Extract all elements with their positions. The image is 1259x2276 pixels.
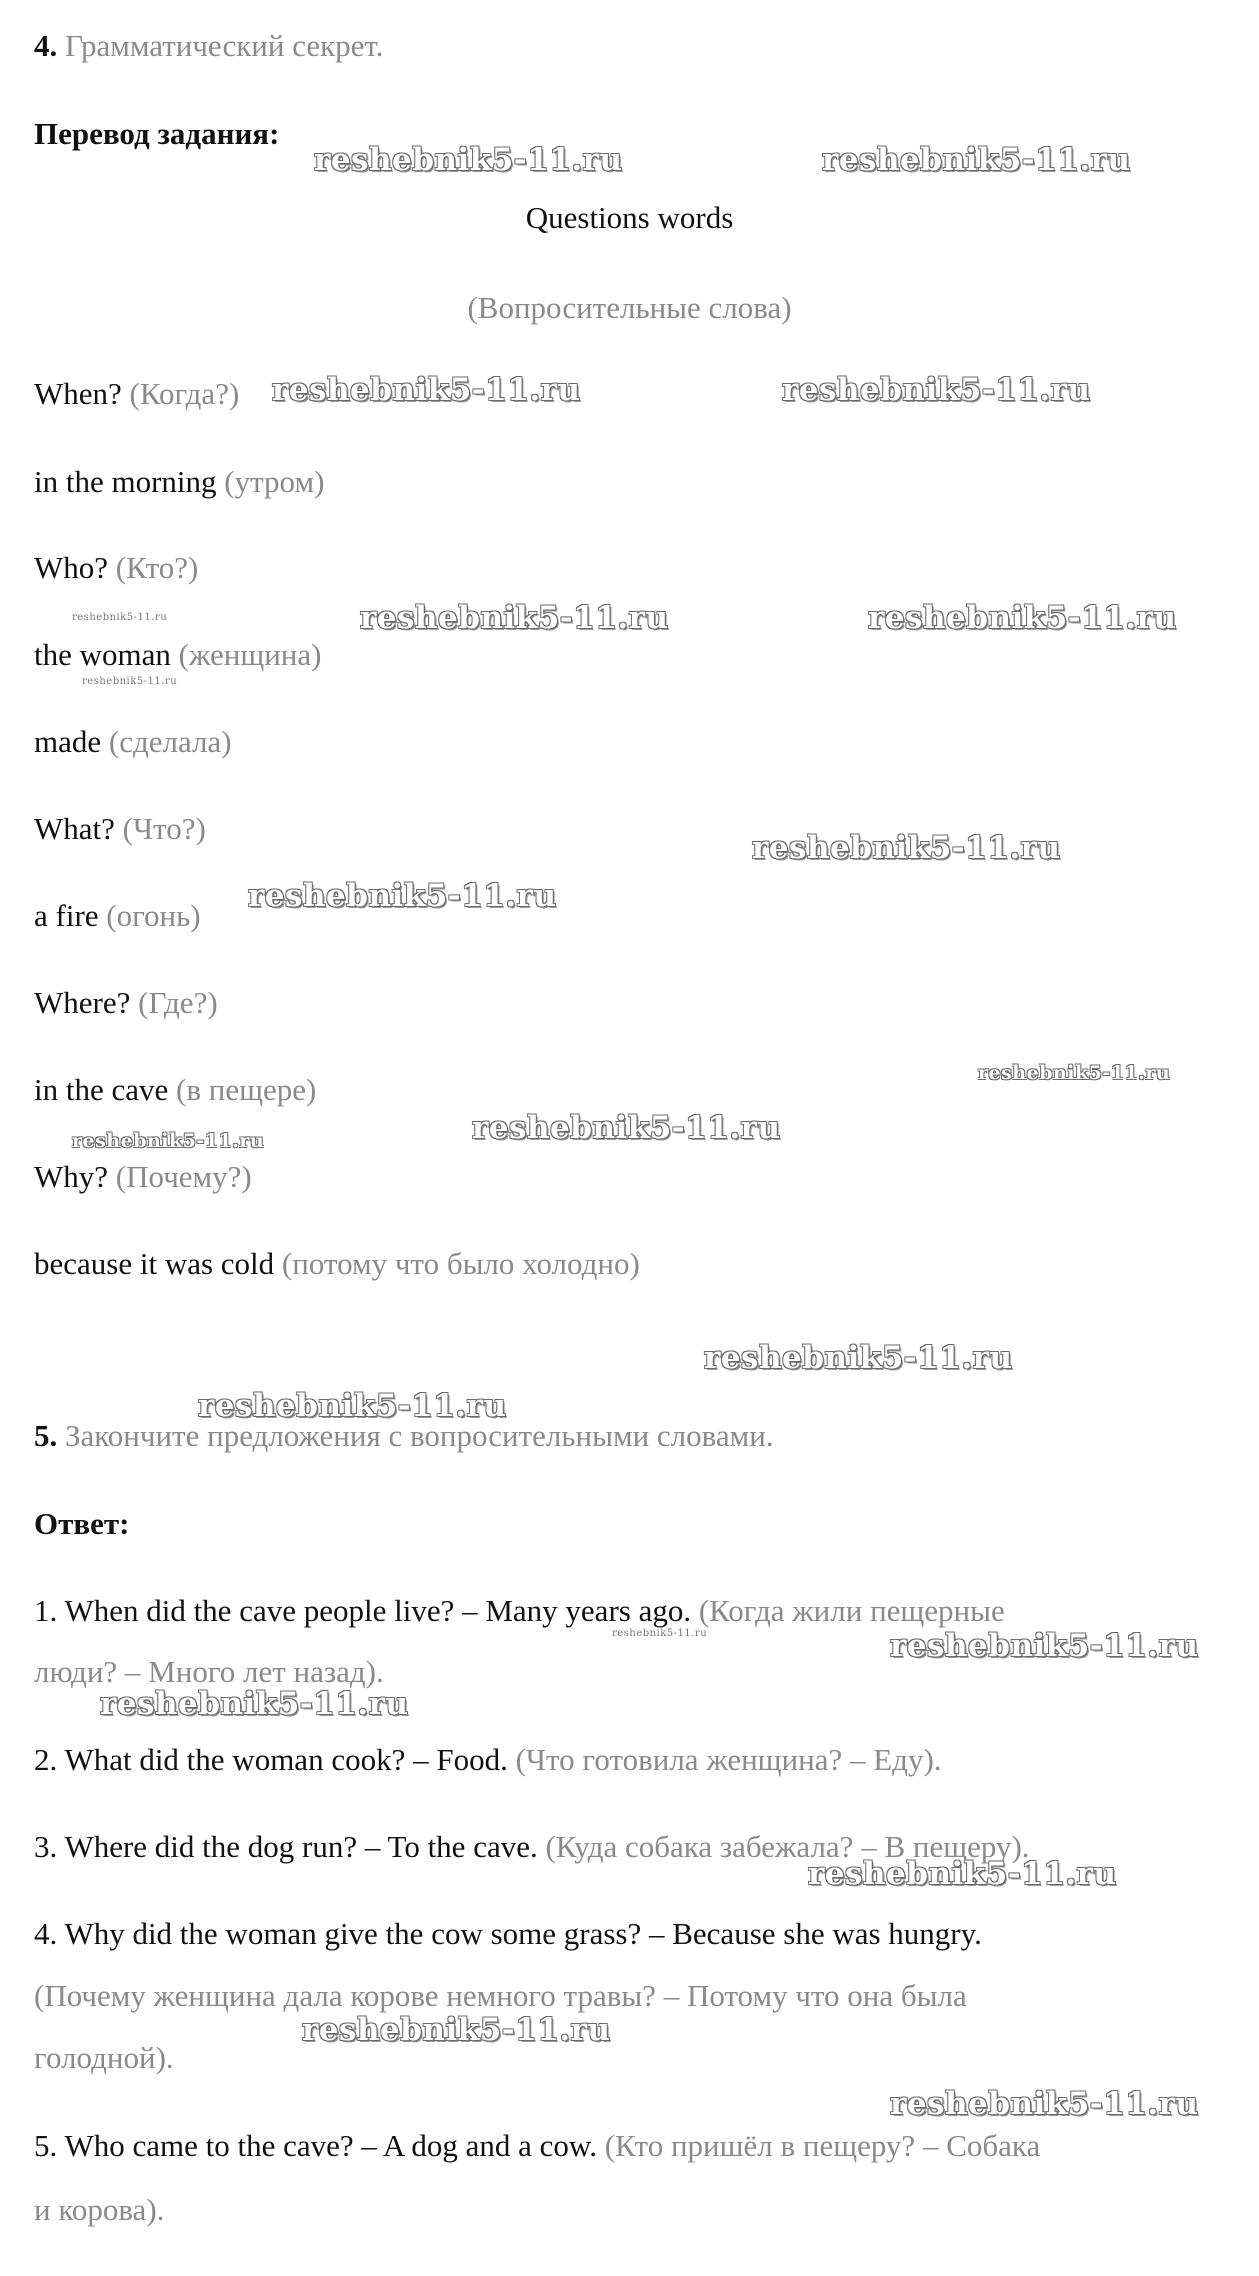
questions-heading-translation: (Вопросительные слова) (467, 290, 792, 325)
answer-item (34, 2126, 1040, 2166)
row-en: in the morning (34, 464, 217, 499)
row-ru: (Когда?) (129, 376, 240, 411)
answer-en: 3. Where did the dog run? – To the cave. (34, 1829, 538, 1864)
row-en: Where? (34, 985, 131, 1020)
answer-ru: (Когда жили пещерные (698, 1593, 1005, 1628)
row-ru: (Почему?) (115, 1159, 252, 1194)
answer-ru-continued: и корова). (34, 2192, 165, 2227)
row-en: When? (34, 376, 122, 411)
answer-item (34, 1914, 982, 1954)
answer-label: Ответ: (34, 1506, 130, 1541)
row-en: made (34, 724, 102, 759)
row-item (34, 896, 201, 936)
row-item (34, 548, 198, 588)
task4-header (34, 26, 383, 66)
watermark: reshebnik5-11.ru (752, 830, 1061, 866)
watermark: reshebnik5-11.ru (782, 372, 1091, 408)
watermark: reshebnik5-11.ru (82, 676, 178, 687)
answer-en: 4. Why did the woman give the cow some grass? – Because she was hungry. (34, 1916, 982, 1951)
row-item (34, 1244, 640, 1284)
watermark: reshebnik5-11.ru (808, 1856, 1117, 1892)
row-en: Why? (34, 1159, 109, 1194)
row-item (34, 722, 232, 762)
row-en: because it was cold (34, 1246, 275, 1281)
row-en: Who? (34, 550, 109, 585)
watermark: reshebnik5-11.ru (100, 1686, 409, 1722)
row-ru: (Что?) (122, 811, 206, 846)
watermark: reshebnik5-11.ru (704, 1340, 1013, 1376)
answer-item (34, 1740, 942, 1780)
watermark: reshebnik5-11.ru (314, 142, 623, 178)
watermark: reshebnik5-11.ru (302, 2012, 611, 2048)
row-ru: (утром) (224, 464, 325, 499)
task5-number: 5. (34, 1418, 58, 1453)
row-en: a fire (34, 898, 99, 933)
row-ru: (женщина) (178, 637, 322, 672)
row-ru: (в пещере) (176, 1072, 317, 1107)
row-ru: (сделала) (108, 724, 232, 759)
watermark: reshebnik5-11.ru (248, 878, 557, 914)
watermark: reshebnik5-11.ru (360, 600, 669, 636)
answer-en: 5. Who came to the cave? – A dog and a cow. (34, 2128, 597, 2163)
row-ru: (Кто?) (115, 550, 199, 585)
questions-heading: Questions words (525, 200, 734, 235)
watermark: reshebnik5-11.ru (472, 1110, 781, 1146)
watermark: reshebnik5-11.ru (72, 1130, 265, 1152)
answer-ru: (Что готовила женщина? – Еду). (515, 1742, 942, 1777)
row-ru: (огонь) (106, 898, 201, 933)
watermark: reshebnik5-11.ru (890, 1628, 1199, 1664)
row-item (34, 374, 239, 414)
watermark: reshebnik5-11.ru (978, 1062, 1171, 1084)
row-ru: (Где?) (138, 985, 218, 1020)
answer-ru-continued: голодной). (34, 2040, 174, 2075)
answer-item (34, 1591, 1005, 1631)
row-item (34, 1070, 316, 1110)
answer-ru: (Куда собака забежала? – В пещеру). (545, 1829, 1030, 1864)
watermark: reshebnik5-11.ru (198, 1388, 507, 1424)
row-item (34, 635, 321, 675)
row-ru: (потому что было холодно) (281, 1246, 640, 1281)
answer-ru: (Кто пришёл в пещеру? – Собака (604, 2128, 1041, 2163)
task5-title: Закончите предложения с вопросительными словами. (65, 1418, 774, 1453)
answer-en: 2. What did the woman cook? – Food. (34, 1742, 508, 1777)
task4-title: Грамматический секрет. (65, 28, 384, 63)
answer-en: 1. When did the cave people live? – Many years ago. (34, 1593, 692, 1628)
task4-number: 4. (34, 28, 58, 63)
watermark: reshebnik5-11.ru (272, 372, 581, 408)
row-item (34, 983, 218, 1023)
watermark: reshebnik5-11.ru (890, 2086, 1199, 2122)
row-en: What? (34, 811, 115, 846)
row-en: the woman (34, 637, 171, 672)
watermark: reshebnik5-11.ru (822, 142, 1131, 178)
row-item (34, 809, 206, 849)
answer-ru-continued: люди? – Много лет назад). (34, 1654, 384, 1689)
answer-ru: (Почему женщина дала корове немного травы? – Потому что она была (34, 1978, 967, 2013)
watermark: reshebnik5-11.ru (612, 1628, 708, 1639)
row-item (34, 462, 324, 502)
row-item (34, 1157, 252, 1197)
watermark: reshebnik5-11.ru (868, 600, 1177, 636)
watermark: reshebnik5-11.ru (72, 612, 168, 623)
translation-label: Перевод задания: (34, 116, 280, 151)
row-en: in the cave (34, 1072, 169, 1107)
